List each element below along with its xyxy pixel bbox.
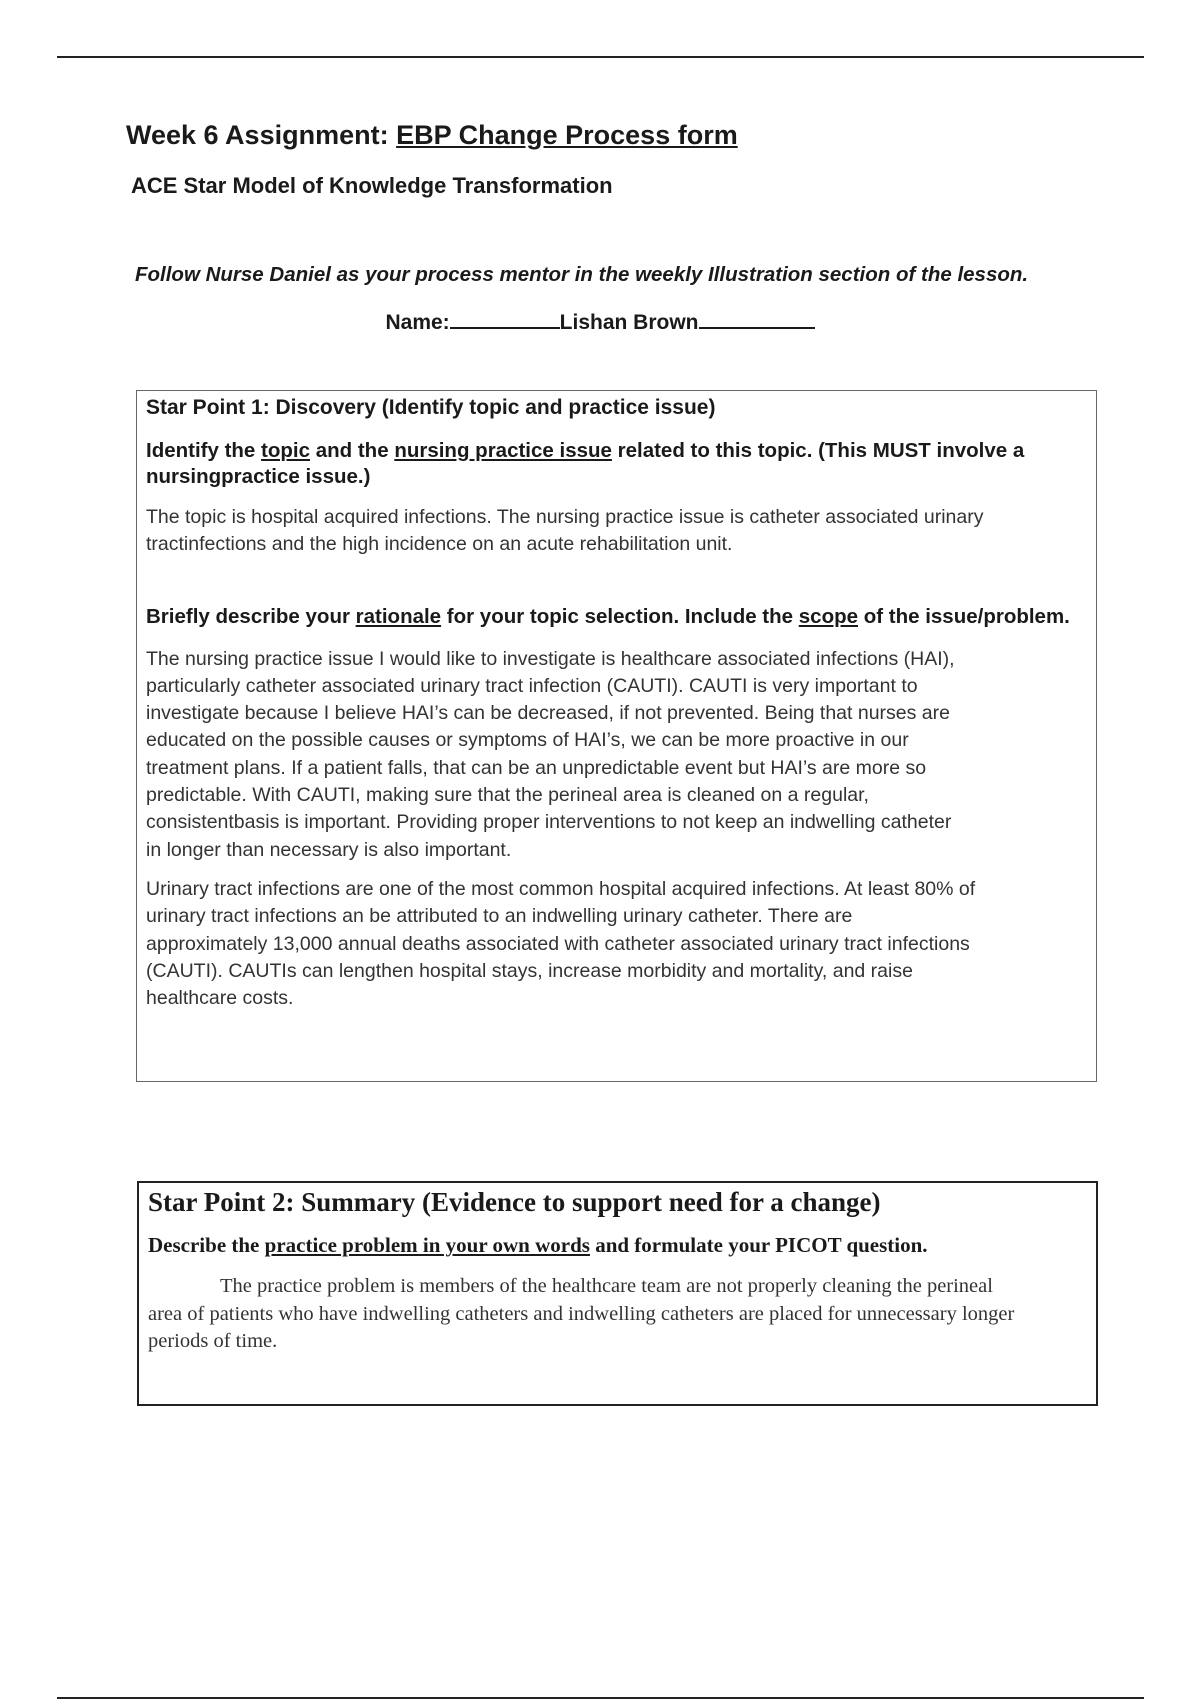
- name-label: Name:: [385, 311, 450, 334]
- title-prefix: Week 6 Assignment:: [126, 120, 397, 150]
- sp2-answer-line-2: area of patients who have indwelling catheters and indwelling catheters are placed for unnecessary longer: [148, 1302, 1015, 1325]
- answer-3-line: healthcare costs.: [146, 987, 294, 1010]
- answer-2-line: treatment plans. If a patient falls, that can be an unpredictable event but HAI’s are more so: [146, 756, 927, 779]
- q2-scope: scope: [798, 604, 859, 628]
- q1-text-c: related to this topic. (This MUST involve a nursingpractice issue.): [146, 439, 1025, 488]
- title-underlined: EBP Change Process form: [396, 120, 738, 150]
- star-point-2-answer: [148, 1273, 1090, 1356]
- star-point-1-answer-2: [146, 646, 1090, 864]
- name-blank-right: [699, 309, 815, 329]
- sp2-answer-line-3: periods of time.: [148, 1330, 278, 1352]
- page-title: [126, 120, 738, 151]
- star-point-1-box: [136, 390, 1097, 1082]
- star-point-2-heading: Star Point 2: Summary (Evidence to support need for a change): [148, 1187, 881, 1217]
- q1-practice-issue: nursing practice issue: [394, 439, 612, 462]
- answer-2-line: particularly catheter associated urinary tract infection (CAUTI). CAUTI is very important to: [146, 674, 918, 697]
- answer-2-line: The nursing practice issue I would like to investigate is healthcare associated infections (HAI),: [146, 647, 955, 670]
- answer-line: [148, 1273, 1090, 1301]
- star-point-1-question-2: [146, 604, 1090, 630]
- star-point-2-question: [148, 1231, 1090, 1259]
- star-point-1-answer-3: [146, 876, 1090, 1012]
- sp2-q-text-b: and formulate your PICOT question.: [589, 1233, 928, 1257]
- answer-2-line: in longer than necessary is also important.: [146, 838, 512, 861]
- answer-2-line: educated on the possible causes or symptoms of HAI’s, we can be more proactive in our: [146, 729, 909, 752]
- star-point-1-heading: Star Point 1: Discovery (Identify topic and practice issue): [146, 396, 716, 419]
- star-point-2-box: [137, 1181, 1098, 1406]
- answer-3-line: urinary tract infections an be attributed to an indwelling urinary catheter. There are: [146, 905, 853, 928]
- subtitle: ACE Star Model of Knowledge Transformation: [131, 173, 613, 198]
- answer-3-line: Urinary tract infections are one of the most common hospital acquired infections. At least 80% of: [146, 877, 976, 900]
- sp2-q-practice-problem: practice problem in your own words: [264, 1233, 590, 1257]
- answer-2-line: predictable. With CAUTI, making sure that the perineal area is cleaned on a regular,: [146, 784, 869, 807]
- name-blank-left: [450, 309, 560, 329]
- name-value: Lishan Brown: [559, 311, 699, 334]
- star-point-1-answer-1: The topic is hospital acquired infections. The nursing practice issue is catheter associated urinary tractinfections and the high incidence on an acute rehabilitation unit.: [146, 506, 984, 556]
- answer-2-line: consistentbasis is important. Providing proper interventions to not keep an indwelling catheter: [146, 811, 952, 834]
- q1-text-b: and the: [310, 439, 395, 462]
- sp2-q-text-a: Describe the: [148, 1233, 265, 1257]
- top-rule: [57, 56, 1144, 58]
- answer-3-line: (CAUTI). CAUTIs can lengthen hospital stays, increase morbidity and mortality, and raise: [146, 959, 913, 982]
- q1-text-a: Identify the: [146, 439, 256, 462]
- q2-text-b: for your topic selection. Include the: [441, 604, 799, 628]
- q2-text-c: of the issue/problem.: [858, 604, 1070, 628]
- q2-text-a: Briefly describe your: [146, 604, 356, 628]
- name-line: [0, 309, 1200, 335]
- instruction-text: Follow Nurse Daniel as your process mentor in the weekly Illustration section of the lesson.: [135, 263, 1029, 286]
- q2-rationale: rationale: [355, 604, 442, 628]
- q1-topic: topic: [261, 439, 311, 462]
- answer-2-line: investigate because I believe HAI’s can be decreased, if not prevented. Being that nurses are: [146, 702, 950, 725]
- bottom-rule: [57, 1697, 1144, 1699]
- sp2-answer-line-1: The practice problem is members of the healthcare team are not properly cleaning the perineal: [220, 1275, 993, 1297]
- star-point-1-question-1: [146, 438, 1090, 490]
- answer-3-line: approximately 13,000 annual deaths associated with catheter associated urinary tract infections: [146, 932, 970, 955]
